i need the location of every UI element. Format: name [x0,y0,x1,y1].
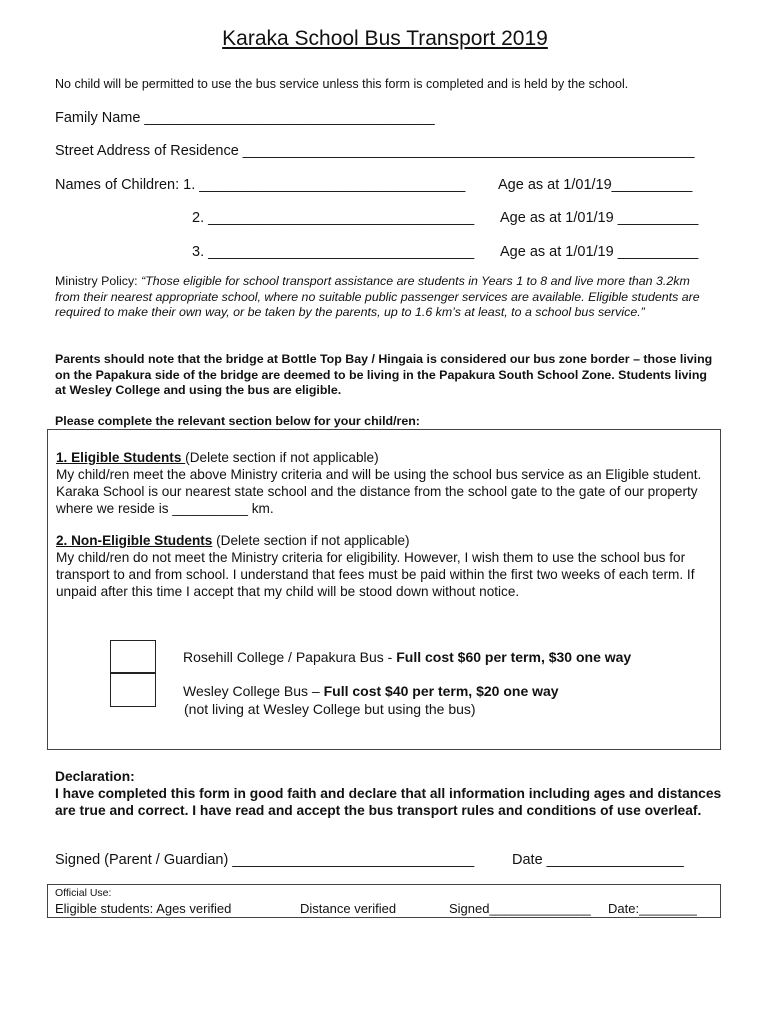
ministry-policy-quote: “Those eligible for school transport assistance are students in Years 1 to 8 and live more than 3.2km from their nearest appropriate school, where no suitable public passenger services are available. Eligible students are required to make their own way, or be taken by the parents, up to 1.6 km’s at least, to a school bus service.” [55,274,700,319]
official-ages-verified: Eligible students: Ages verified [55,901,232,916]
official-signed-field[interactable]: Signed______________ [449,901,591,916]
declaration-text: I have completed this form in good faith and declare that all information including ages and distances are true and correct. I have read and accept the bus transport rules and conditions of use overleaf. [55,786,722,818]
declaration [55,768,725,819]
child-age-field-1[interactable]: Age as at 1/01/19__________ [498,177,693,193]
rosehill-bus-label: Rosehill College / Papakura Bus - [183,649,397,665]
eligible-section [56,449,706,517]
rosehill-bus-cost: Full cost $60 per term, $30 one way [396,649,632,665]
eligible-note: (Delete section if not applicable) [185,450,379,465]
page-title: Karaka School Bus Transport 2019 [222,27,548,50]
ministry-policy [55,274,715,321]
street-address-field[interactable]: Street Address of Residence ________________________________________________________ [55,143,695,159]
section-instruction: Please complete the relevant section below for your child/ren: [55,414,420,428]
official-use-label: Official Use: [55,887,112,899]
eligible-heading: 1. Eligible Students [56,450,186,465]
wesley-bus-note: (not living at Wesley College but using the bus) [184,701,476,717]
declaration-heading: Declaration: [55,769,135,784]
non-eligible-text: My child/ren do not meet the Ministry criteria for eligibility. However, I wish them to use the school bus for transport to and from school. I understand that fees must be paid within the first two weeks of each term. If unpaid after this time I accept that my child will be stood down without notice. [56,550,695,599]
non-eligible-note: (Delete section if not applicable) [212,533,410,548]
child-name-field-1[interactable]: Names of Children: 1. _________________________________ [55,177,466,193]
signature-field[interactable]: Signed (Parent / Guardian) ______________________________ [55,852,475,868]
child-age-field-3[interactable]: Age as at 1/01/19 __________ [500,244,699,260]
eligible-text: My child/ren meet the above Ministry criteria and will be using the school bus service as an Eligible student. Karaka School is our nearest state school and the distance from the school gate to the gate of our property where we reside is __________ km. [56,467,702,516]
non-eligible-section [56,532,706,600]
wesley-bus-cost: Full cost $40 per term, $20 one way [323,683,559,699]
intro-text: No child will be permitted to use the bus service unless this form is completed and is held by the school. [55,77,629,91]
wesley-bus-label: Wesley College Bus – [183,683,324,699]
wesley-bus-checkbox[interactable] [110,673,156,707]
rosehill-bus-checkbox[interactable] [110,640,156,673]
official-distance-verified: Distance verified [300,901,397,916]
ministry-policy-label: Ministry Policy: [55,274,142,288]
bridge-notice: Parents should note that the bridge at Bottle Top Bay / Hingaia is considered our bus zone border – those living on the Papakura side of the bridge are deemed to be living in the Papakura South School Zone. Students living at Wesley College and using the bus are eligible. [55,352,713,397]
child-age-field-2[interactable]: Age as at 1/01/19 __________ [500,210,699,226]
non-eligible-heading: 2. Non-Eligible Students [56,533,213,548]
official-date-field[interactable]: Date:________ [608,901,697,916]
rosehill-bus-option [183,649,631,665]
family-name-field[interactable]: Family Name ____________________________________ [55,110,435,126]
wesley-bus-option [183,683,559,699]
signature-date-field[interactable]: Date _________________ [512,852,684,868]
child-name-field-3[interactable]: 3. _________________________________ [192,244,475,260]
child-name-field-2[interactable]: 2. _________________________________ [192,210,475,226]
